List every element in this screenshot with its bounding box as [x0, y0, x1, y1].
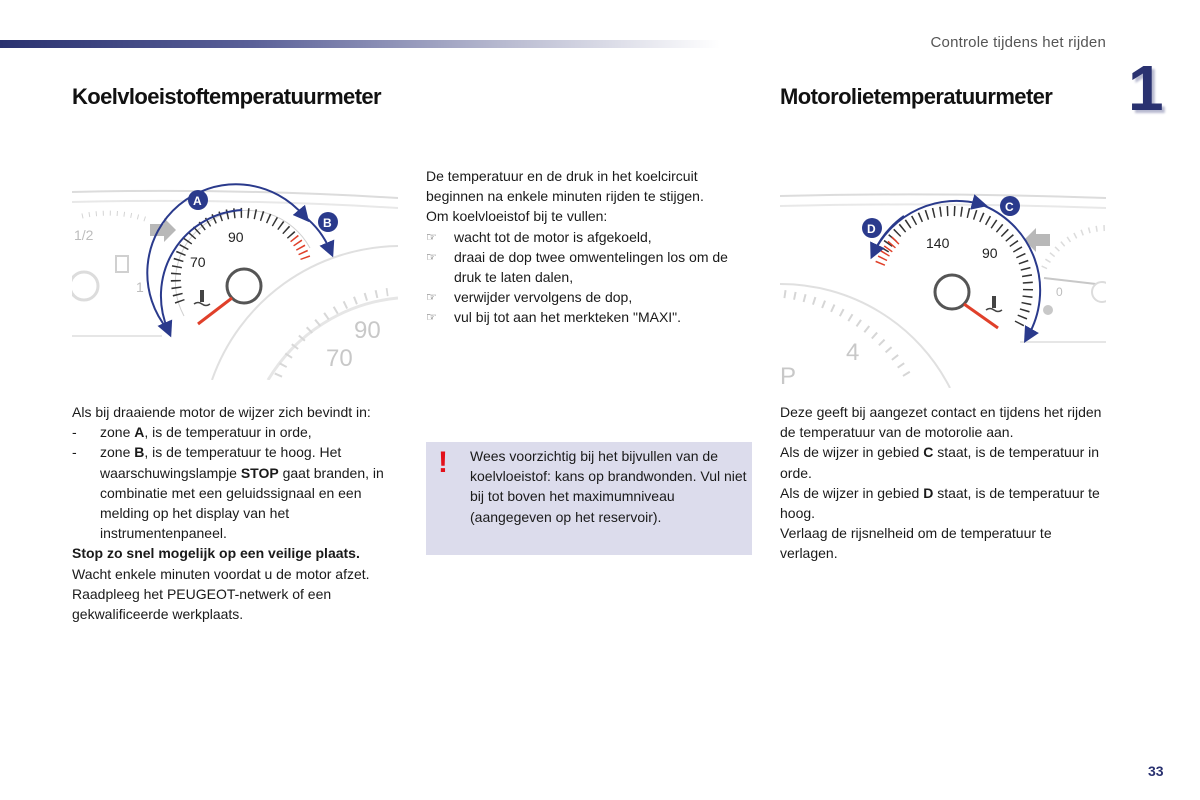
list-item: ☞ wacht tot de motor is afgekoeld, — [426, 227, 746, 247]
refill-intro: De temperatuur en de druk in het koelcircuit beginnen na enkele minuten rijden te stijgen. — [426, 168, 704, 205]
oil-line-4: Verlaag de rijsnelheid om de temperatuur te verlagen. — [780, 525, 1052, 562]
pointing-hand-icon: ☞ — [426, 290, 437, 305]
list-item: ☞ draai de dop twee omwentelingen los om de druk te laten dalen, — [426, 248, 728, 286]
fuel-pump-icon — [116, 256, 128, 272]
label-d-badge — [862, 218, 882, 238]
bg-label-70: 70 — [326, 345, 353, 372]
bg-label-half: 1/2 — [74, 227, 94, 243]
list-item: - zone A, is de temperatuur in orde, — [72, 424, 312, 441]
heading-coolant-gauge: Koelvloeistoftemperatuurmeter — [72, 84, 382, 109]
warning-note — [426, 442, 752, 555]
bg-label-90: 90 — [354, 317, 381, 344]
chapter-number: 1 — [1128, 52, 1164, 124]
svg-text:D: D — [867, 222, 876, 236]
section-title: Controle tijdens het rijden — [930, 34, 1106, 51]
coolant-temperature-icon — [194, 290, 210, 306]
coolant-intro: Als bij draaiende motor de wijzer zich bevindt in: — [72, 404, 371, 420]
label-a-badge — [188, 190, 208, 210]
bg-label-p: P — [780, 363, 797, 388]
bg-label-one: 1 — [136, 279, 144, 295]
arrow-left-icon — [1024, 228, 1050, 252]
pointing-hand-icon: ☞ — [426, 229, 437, 244]
svg-text:B: B — [323, 216, 332, 230]
tick-label-90: 90 — [228, 229, 244, 245]
exclamation-icon: ! — [438, 446, 448, 479]
tick-label-140: 140 — [926, 235, 950, 251]
coolant-temperature-gauge-illustration — [72, 180, 398, 380]
refill-lead: Om koelvloeistof bij te vullen: — [426, 208, 608, 225]
heading-oil-gauge: Motorolietemperatuurmeter — [780, 84, 1053, 109]
label-c-badge — [1000, 196, 1020, 216]
label-b-badge — [318, 212, 338, 232]
list-item: ☞ verwijder vervolgens de dop, — [426, 287, 746, 307]
pointing-hand-icon: ☞ — [426, 310, 437, 325]
bg-label-0: 0 — [1056, 285, 1063, 299]
coolant-outro: Wacht enkele minuten voordat u de motor afzet. Raadpleeg het PEUGEOT-netwerk of een gekwalificeerde werkplaats. — [72, 565, 370, 623]
stop-instruction: Stop zo snel mogelijk op een veilige plaats. — [72, 545, 360, 562]
pointing-hand-icon: ☞ — [426, 249, 437, 264]
oil-line-3: Als de wijzer in gebied D staat, is de temperatuur te hoog. — [780, 484, 1100, 522]
oil-temperature-gauge-illustration — [780, 188, 1106, 388]
oil-temperature-icon — [986, 296, 1002, 312]
oil-description — [780, 402, 1110, 564]
header-decorative-bar — [0, 40, 720, 48]
bg-label-4: 4 — [846, 339, 860, 366]
svg-text:A: A — [193, 194, 202, 208]
page-number: 33 — [1148, 763, 1164, 779]
coolant-description — [72, 402, 412, 624]
tick-label-70: 70 — [190, 254, 206, 270]
warning-text: Wees voorzichtig bij het bijvullen van de koelvloeistof: kans op brandwonden. Vul niet bij tot boven het maximumniveau (aangegeven op het reservoir). — [470, 448, 747, 525]
tick-label-90: 90 — [982, 245, 998, 261]
oil-line-2: Als de wijzer in gebied C staat, is de temperatuur in orde. — [780, 444, 1100, 481]
list-item: ☞ vul bij tot aan het merkteken "MAXI". — [426, 307, 746, 327]
svg-text:C: C — [1005, 200, 1014, 214]
refill-instructions — [426, 166, 746, 328]
oil-line-1: Deze geeft bij aangezet contact en tijdens het rijden de temperatuur van de motorolie aan. — [780, 404, 1102, 441]
list-item: - zone B, is de temperatuur te hoog. Het waarschuwingslampje STOP gaat branden, in combinatie met een geluidssignaal en een melding op het display van het instrumentenpaneel. — [72, 444, 384, 542]
